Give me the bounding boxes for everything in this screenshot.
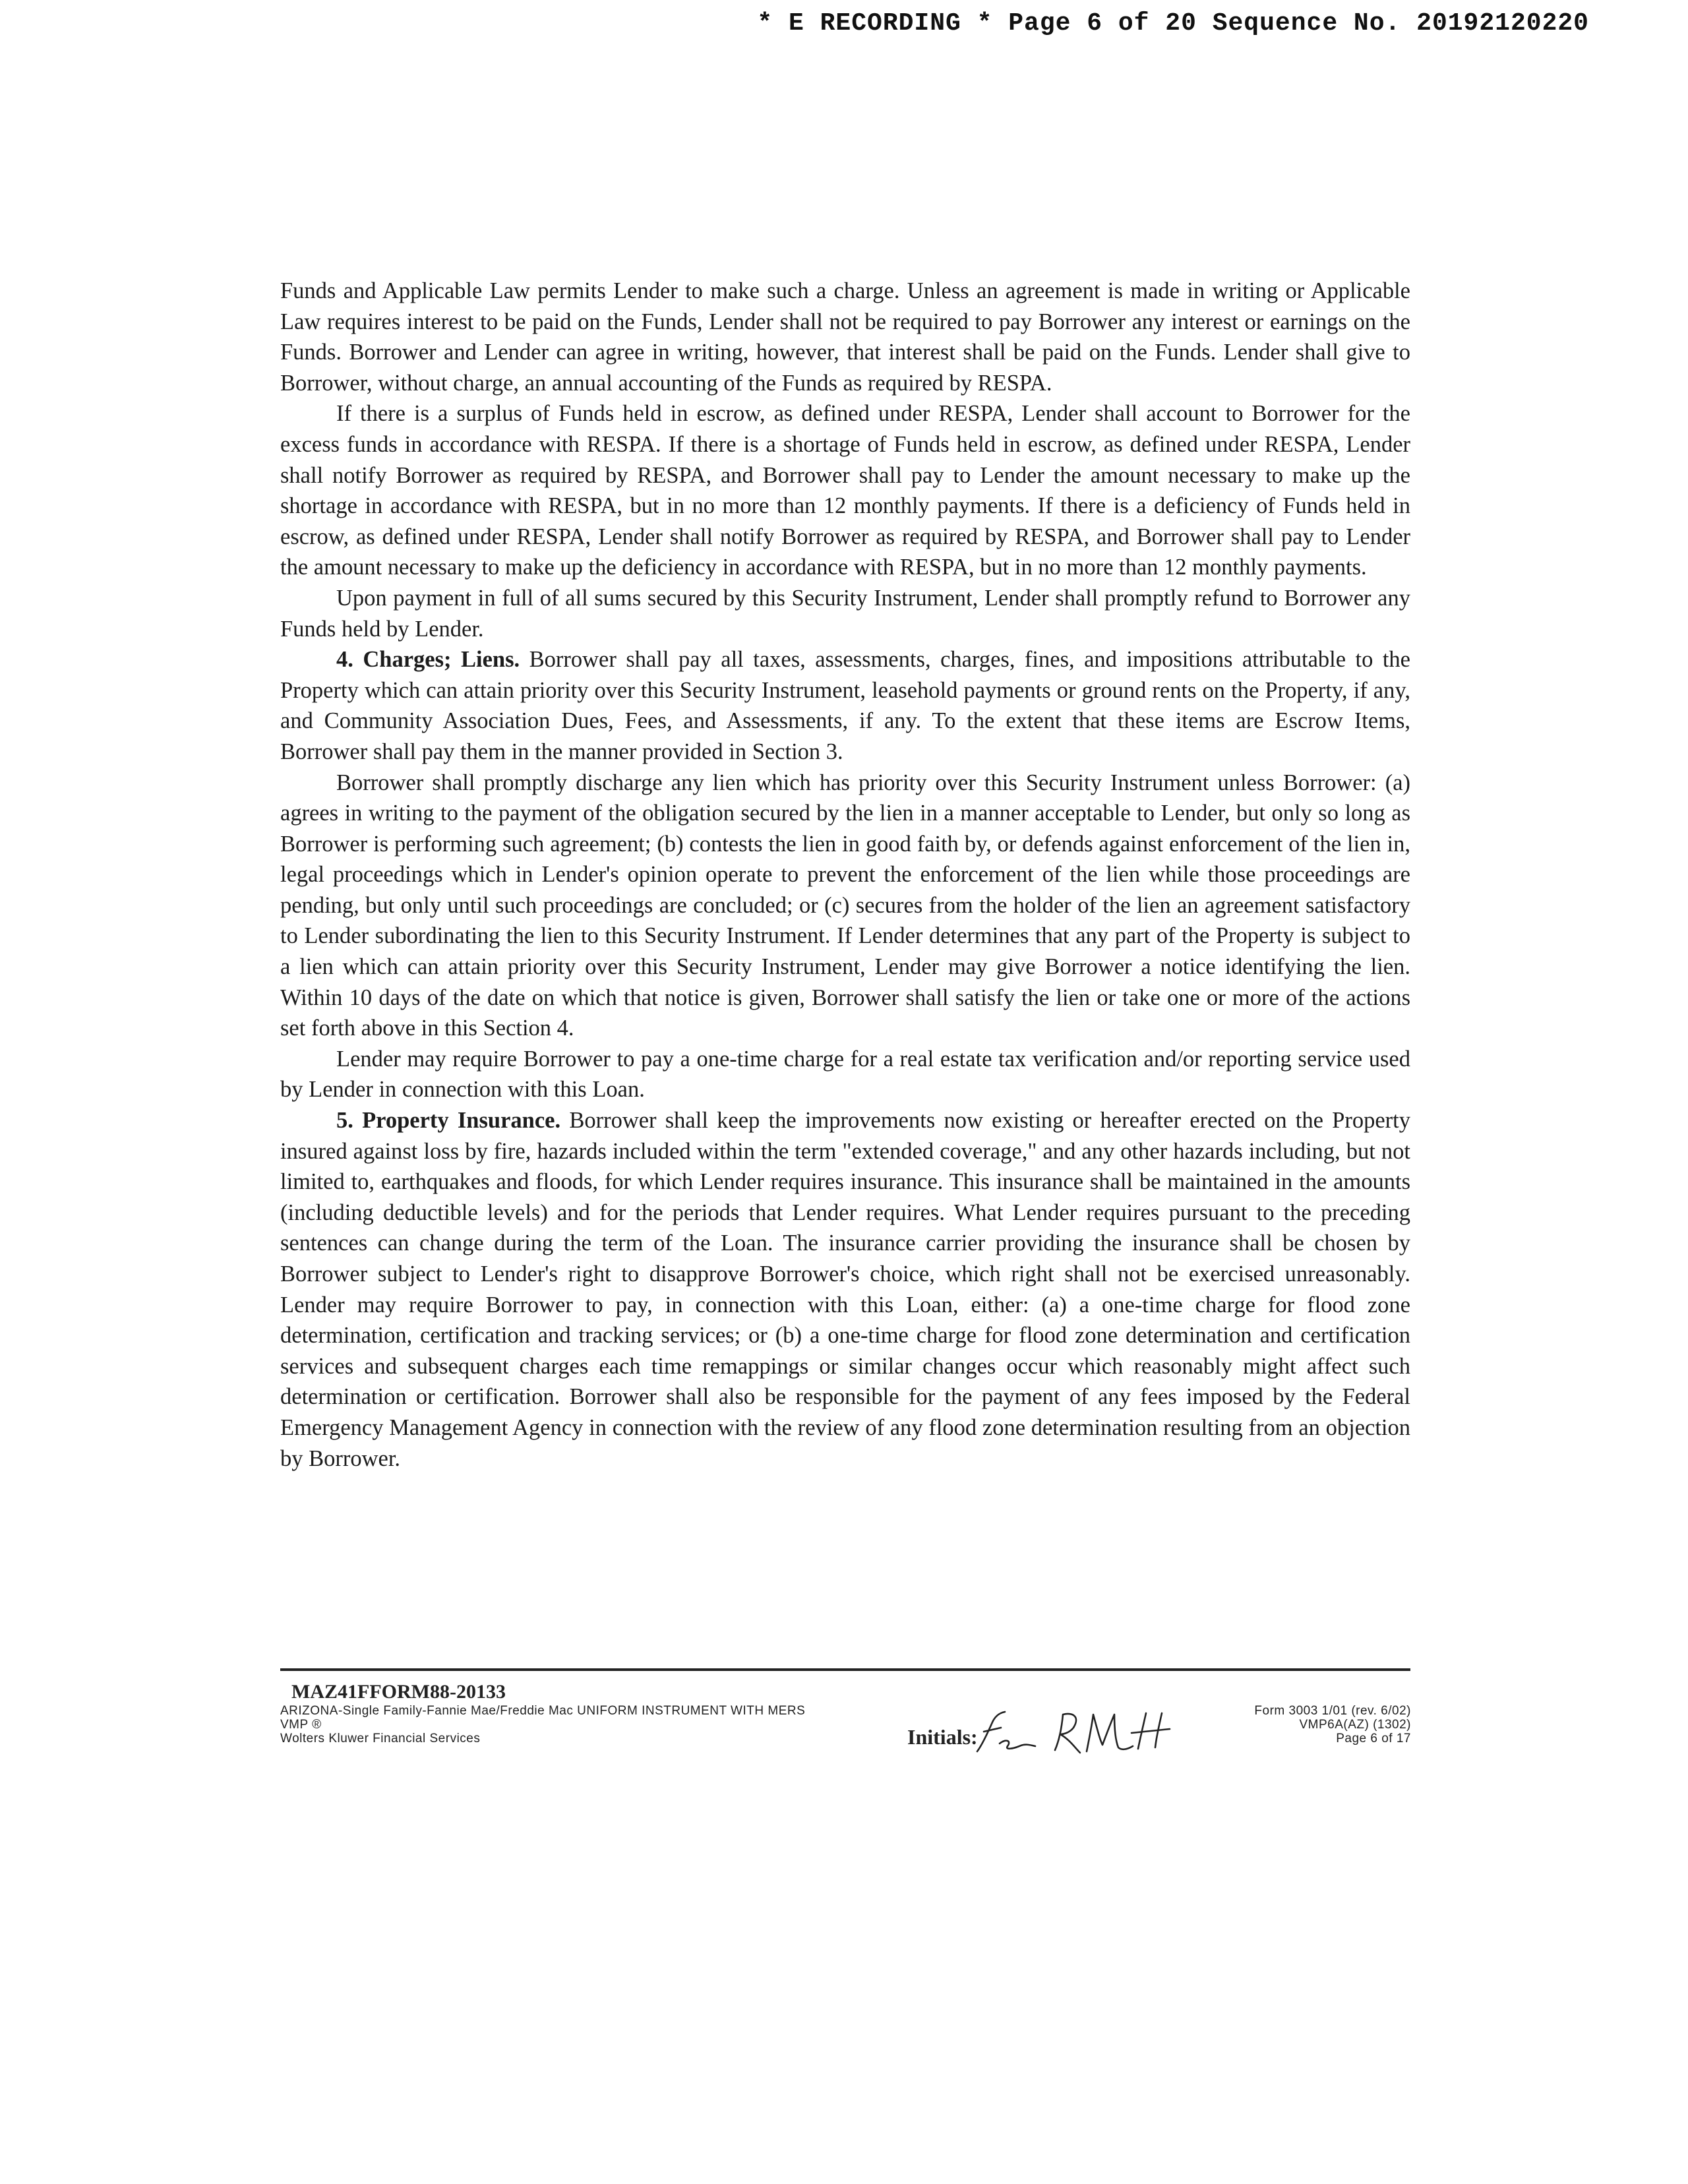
section-4-charges-liens xyxy=(280,644,1410,767)
footer-form-number: Form 3003 1/01 (rev. 6/02) xyxy=(1254,1704,1411,1718)
footer-publisher-line: Wolters Kluwer Financial Services xyxy=(280,1732,481,1745)
paragraph-funds-charge: Funds and Applicable Law permits Lender to make such a charge. Unless an agreement is made in writing or Applicable Law requires interest to be paid on the Funds, Lender shall not be required to pay Borrower any interest or earnings on the Funds. Borrower and Lender can agree in writing, however, that interest shall be paid on the Funds. Lender shall give to Borrower, without charge, an annual accounting of the Funds as required by RESPA. xyxy=(280,278,1410,396)
section-4-text: Borrower shall pay all taxes, assessments, charges, fines, and impositions attributable to the Property which can attain priority over this Security Instrument, leasehold payments or ground rents on the Property, if any, and Community Association Dues, Fees, and Assessments, if any. To the extent that these items are Escrow Items, Borrower shall pay them in the manner provided in Section 3. xyxy=(280,647,1410,764)
section-4-heading: 4. Charges; Liens. xyxy=(336,647,520,673)
footer-right-block xyxy=(1254,1704,1411,1745)
recording-header: * E RECORDING * Page 6 of 20 Sequence No. 20192120220 xyxy=(757,9,1589,38)
footer-instrument-line: ARIZONA-Single Family-Fannie Mae/Freddie Mac UNIFORM INSTRUMENT WITH MERS xyxy=(280,1704,806,1718)
footer-vmp-line: VMP ® xyxy=(280,1718,322,1732)
footer-left-block xyxy=(280,1680,805,1745)
section-5-text: Borrower shall keep the improvements now existing or hereafter erected on the Property insured against loss by fire, hazards included within the term "extended coverage," and any other hazards including, but not limited to, earthquakes and floods, for which Lender requires insurance. This insurance shall be maintained in the amounts (including deductible levels) and for the periods that Lender requires. What Lender requires pursuant to the preceding sentences can change during the term of the Loan. The insurance carrier providing the insurance shall be chosen by Borrower subject to Lender's right to disapprove Borrower's choice, which right shall not be exercised unreasonably. Lender may require Borrower to pay, in connection with this Loan, either: (a) a one-time charge for flood zone determination, certification and tracking services; or (b) a one-time charge for flood zone determination and certification services and subsequent charges each time remappings or similar changes occur which reasonably might affect such determination or certification. Borrower shall also be responsible for the payment of any fees imposed by the Federal Emergency Management Agency in connection with the review of any flood zone determination resulting from an objection by Borrower. xyxy=(280,1108,1410,1471)
paragraph-escrow-surplus: If there is a surplus of Funds held in escrow, as defined under RESPA, Lender shall account to Borrower for the excess funds in accordance with RESPA. If there is a shortage of Funds held in escrow, as defined under RESPA, Lender shall notify Borrower as required by RESPA, and Borrower shall pay to Lender the amount necessary to make up the shortage in accordance with RESPA, but in no more than 12 monthly payments. If there is a deficiency of Funds held in escrow, as defined under RESPA, Lender shall notify Borrower as required by RESPA, and Borrower shall pay to Lender the amount necessary to make up the deficiency in accordance with RESPA, but in no more than 12 monthly payments. xyxy=(280,401,1410,580)
paragraph-tax-verification: Lender may require Borrower to pay a one-time charge for a real estate tax verification and/or reporting service used by Lender in connection with this Loan. xyxy=(280,1046,1410,1103)
handwritten-initials-signature xyxy=(975,1707,1172,1766)
footer-vmp-code: VMP6A(AZ) (1302) xyxy=(1299,1718,1411,1732)
section-5-property-insurance xyxy=(280,1105,1410,1474)
footer-form-code: MAZ41FFORM88-20133 xyxy=(291,1681,506,1703)
footer-divider xyxy=(280,1668,1410,1671)
document-body xyxy=(280,276,1410,1474)
section-5-heading: 5. Property Insurance. xyxy=(336,1108,561,1134)
footer-page-number: Page 6 of 17 xyxy=(1336,1732,1411,1745)
paragraph-refund: Upon payment in full of all sums secured by this Security Instrument, Lender shall promptly refund to Borrower any Funds held by Lender. xyxy=(280,585,1410,642)
paragraph-lien-discharge: Borrower shall promptly discharge any lien which has priority over this Security Instrument unless Borrower: (a) agrees in writing to the payment of the obligation secured by the lien in a manner acceptable to Lender, but only so long as Borrower is performing such agreement; (b) contests the lien in good faith by, or defends against enforcement of the lien in, legal proceedings which in Lender's opinion operate to prevent the enforcement of the lien while those proceedings are pending, but only until such proceedings are concluded; or (c) secures from the holder of the lien an agreement satisfactory to Lender subordinating the lien to this Security Instrument. If Lender determines that any part of the Property is subject to a lien which can attain priority over this Security Instrument, Lender may give Borrower a notice identifying the lien. Within 10 days of the date on which that notice is given, Borrower shall satisfy the lien or take one or more of the actions set forth above in this Section 4. xyxy=(280,770,1410,1041)
initials-label: Initials: xyxy=(907,1725,978,1749)
